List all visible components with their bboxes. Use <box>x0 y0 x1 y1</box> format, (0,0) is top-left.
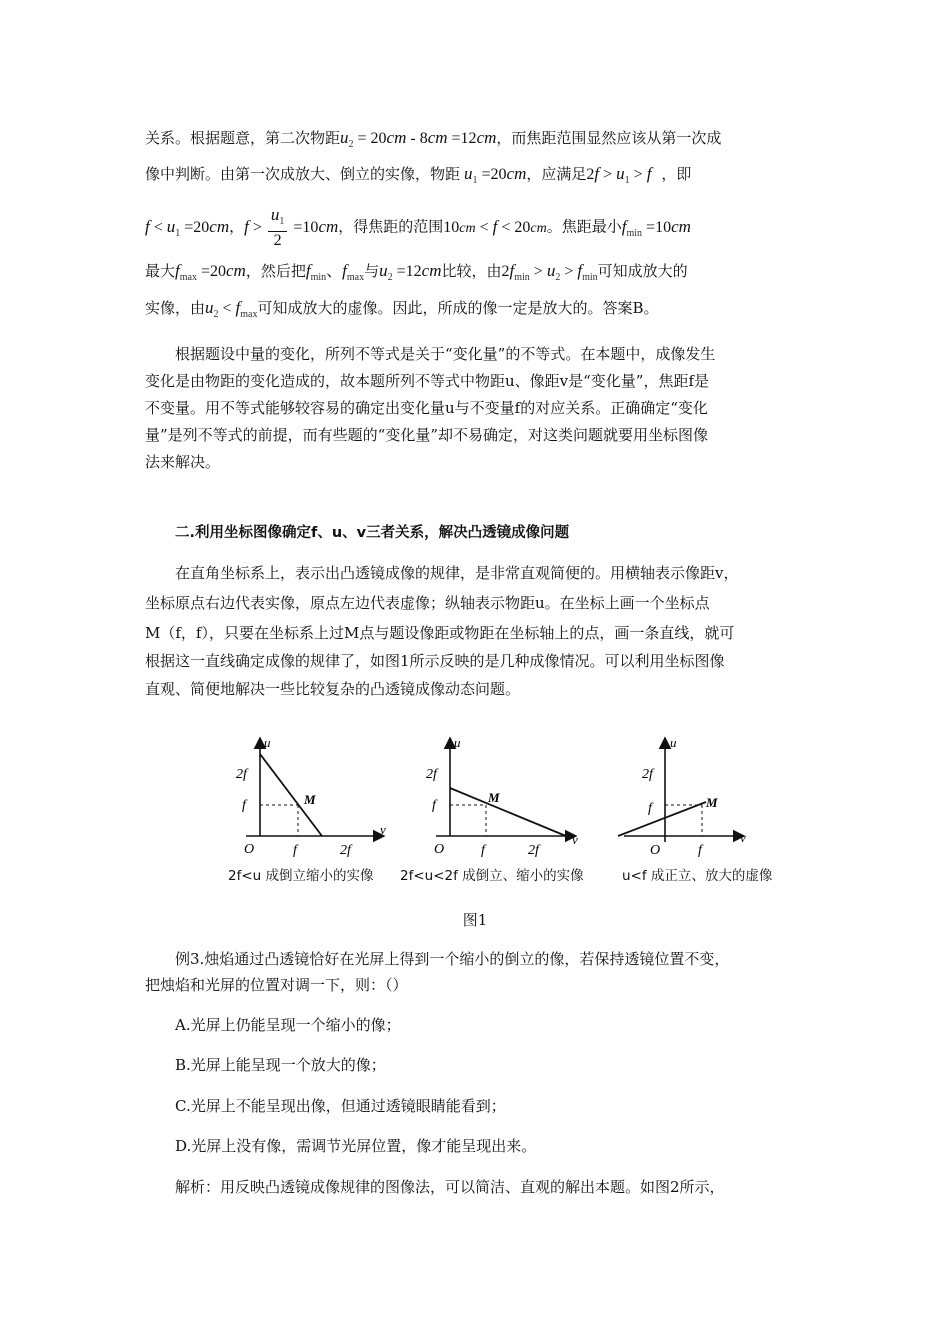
p3-line-5: 直观、简便地解决一些比较复杂的凸透镜成像动态问题。 <box>145 680 521 698</box>
option-c: C.光屏上不能呈现出像，但通过透镜眼睛能看到； <box>175 1097 506 1115</box>
p2-line-3: 不变量。用不等式能够较容易的确定出变化量u与不变量f的对应关系。正确确定“变化 <box>145 399 708 417</box>
option-a: A.光屏上仍能呈现一个缩小的像； <box>175 1016 401 1034</box>
text: ，而焦距范围显然应该从第一次成 <box>496 129 722 147</box>
tick-2f: 2f <box>426 767 437 782</box>
axis-label-u: u <box>454 735 461 750</box>
text: 与 <box>364 262 380 280</box>
tick-f: f <box>481 843 485 858</box>
text: 关系。根据题意，第二次物距 <box>145 129 341 147</box>
axis-label-u: u <box>670 735 677 750</box>
tick-2f: 2f <box>642 767 653 782</box>
text: ，然后把 <box>245 262 306 280</box>
origin-label: O <box>244 842 255 857</box>
text: 实像，由 <box>145 299 206 317</box>
text: ，应满足 <box>526 165 587 183</box>
p1-line-2 <box>145 163 691 192</box>
formula-cond: $2f > u_1 > f$ <box>586 164 652 186</box>
tick-f: f <box>293 843 297 858</box>
text: 可知成放大的虚像。因此，所成的像一定是放大的。答案B。 <box>257 299 659 317</box>
formula-fmax: $f_{max} =20cm$ <box>175 261 246 283</box>
formula-f-gt-half: f > $\frac{u_1}{2}$ =10cm <box>244 205 339 249</box>
axis-label-v: v <box>740 830 746 845</box>
imaging-line <box>618 802 706 836</box>
tick-f: f <box>242 798 246 813</box>
tick-2f: 2f <box>236 767 247 782</box>
text: 比较，由 <box>441 262 502 280</box>
text: 。焦距最小 <box>546 217 622 236</box>
panel-1-caption: 2f<u 成倒立缩小的实像 <box>228 868 374 884</box>
p1-line-5 <box>145 297 659 326</box>
text: 像中判断。由第一次成放大、倒立的实像，物距 <box>145 165 461 183</box>
formula-range: 10cm < f < 20cm <box>443 216 547 236</box>
text: 可知成放大的 <box>597 262 688 280</box>
text: 最大 <box>145 262 176 280</box>
imaging-line <box>450 788 566 836</box>
axis-label-v: v <box>572 832 578 847</box>
point-m: M <box>706 795 718 810</box>
tick-f: f <box>698 843 702 858</box>
formula-u1: $u_1 =20cm$ <box>464 164 527 186</box>
option-b: B.光屏上能呈现一个放大的像； <box>175 1056 386 1074</box>
formula-virt-cond: $u_2 < f_{max}$ <box>205 298 258 320</box>
text: ，得焦距的范围 <box>338 217 444 236</box>
figure-1-panel-2 <box>418 730 588 864</box>
tick-2f: 2f <box>340 843 351 858</box>
formula-u2: $u_2 = 20cm - 8cm =12cm$ <box>340 128 497 150</box>
p1-line-1 <box>145 127 721 156</box>
p3-line-1: 在直角坐标系上，表示出凸透镜成像的规律，是非常直观简便的。用横轴表示像距v， <box>175 564 739 582</box>
figure-label: 图1 <box>462 911 488 929</box>
text: ，即 <box>661 165 692 183</box>
panel-2-caption: 2f<u<2f 成倒立、缩小的实像 <box>400 868 584 884</box>
axis-label-v: v <box>380 822 386 837</box>
figure-1-panel-3 <box>610 730 780 864</box>
formula-real-cond: $2f_{min} > u_2 > f_{min}$ <box>501 261 598 283</box>
tick-2f: 2f <box>528 843 539 858</box>
example-question-line-1: 例3.烛焰通过凸透镜恰好在光屏上得到一个缩小的倒立的像，若保持透镜位置不变， <box>175 950 730 968</box>
p3-line-4: 根据这一直线确定成像的规律了，如图1所示反映的是几种成像情况。可以利用坐标图像 <box>145 652 725 670</box>
figure-1-panel-1 <box>228 730 398 864</box>
formula-fmin: $f_{min} =10cm$ <box>621 216 691 239</box>
p2-line-1: 根据题设中量的变化，所列不等式是关于“变化量”的不等式。在本题中，成像发生 <box>175 345 716 363</box>
p1-line-4 <box>145 260 688 289</box>
point-m: M <box>304 792 316 807</box>
p2-line-2: 变化是由物距的变化造成的，故本题所列不等式中物距u、像距v是“变化量”，焦距f是 <box>145 372 710 390</box>
p2-line-4: 量”是列不等式的前提，而有些题的“变化量”却不易确定，对这类问题就要用坐标图像 <box>145 426 709 444</box>
formula-fmin-fmax: $f_{min}$、$f_{max}$ <box>305 261 365 283</box>
formula-u2-12: $u_2 =12cm$ <box>379 261 442 283</box>
p2-line-5: 法来解决。 <box>145 453 221 471</box>
origin-label: O <box>650 843 661 858</box>
point-m: M <box>488 790 500 805</box>
origin-label: O <box>434 842 445 857</box>
section-heading: 二.利用坐标图像确定f、u、v三者关系，解决凸透镜成像问题 <box>175 525 570 541</box>
tick-f: f <box>648 801 652 816</box>
axis-label-u: u <box>264 735 271 750</box>
p1-line-3: $f < u_1 =20cm$，f > $\frac{u_1}{2}$ =10cm，得焦距的范围10cm < f < 20cm。焦距最小$f_{min} =10cm$ <box>145 205 691 249</box>
formula-f-lt-u1: $f < u_1 =20cm$ <box>145 216 230 239</box>
tick-f: f <box>432 798 436 813</box>
option-d: D.光屏上没有像，需调节光屏位置，像才能呈现出来。 <box>175 1137 537 1155</box>
panel-3-caption: u<f 成正立、放大的虚像 <box>622 868 773 884</box>
p3-line-3: M（f，f），只要在坐标系上过M点与题设像距或物距在坐标轴上的点，画一条直线，就可 <box>145 624 735 642</box>
analysis-line: 解析：用反映凸透镜成像规律的图像法，可以简洁、直观的解出本题。如图2所示， <box>175 1178 725 1196</box>
p3-line-2: 坐标原点右边代表实像，原点左边代表虚像；纵轴表示物距u。在坐标上画一个坐标点 <box>145 594 710 612</box>
example-question-line-2: 把烛焰和光屏的位置对调一下，则：（） <box>145 976 408 994</box>
